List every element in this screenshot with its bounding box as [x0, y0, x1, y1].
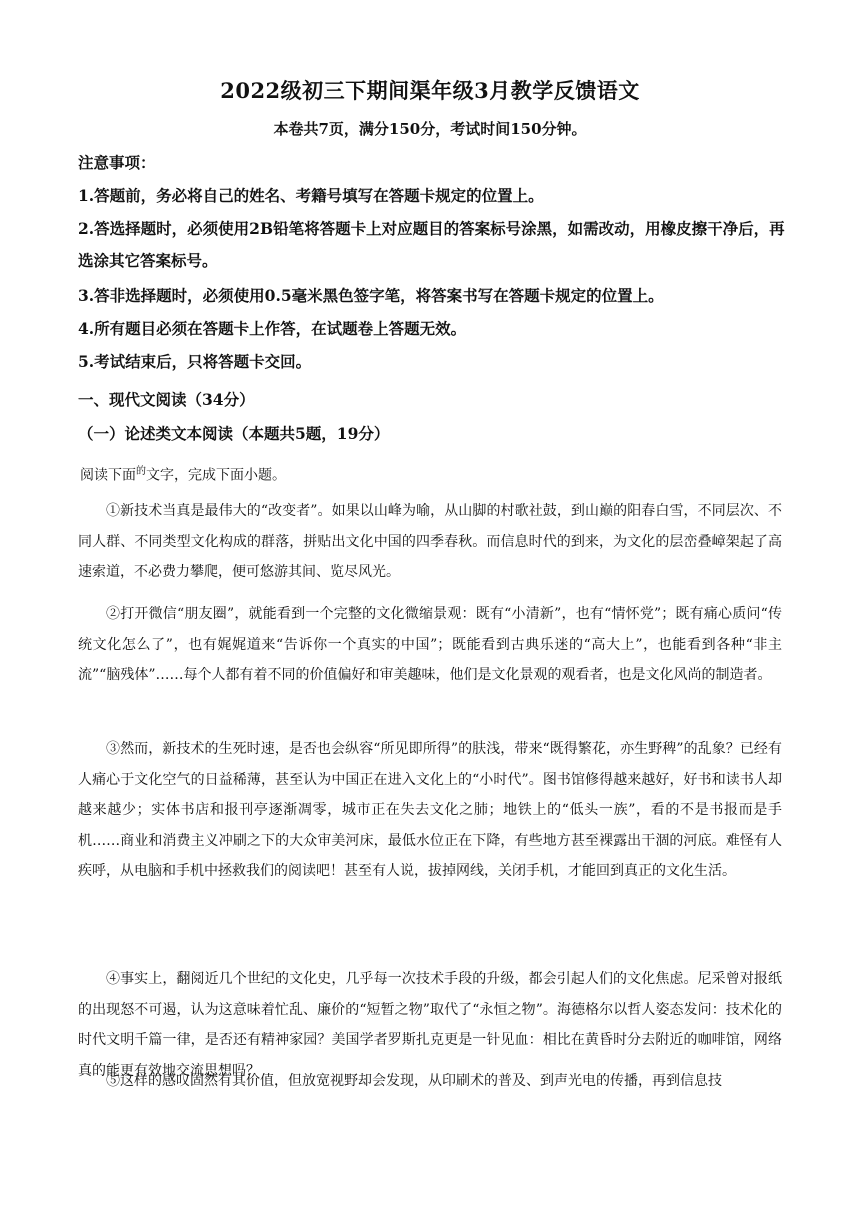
instruction-text-before: 阅读下面 [80, 467, 136, 484]
instruction-text-after: 文字，完成下面小题。 [146, 467, 286, 484]
note-item-3: 3.答非选择题时，必须使用0.5毫米黑色签字笔，将答案书写在答题卡规定的位置上。 [78, 286, 664, 305]
exam-subtitle: 本卷共7页，满分150分，考试时间150分钟。 [273, 120, 587, 138]
paragraph-1: ①新技术当真是最伟大的“改变者”。如果以山峰为喻，从山脚的村歌社鼓，到山巅的阳春白雪，不同层次、不同人群、不同类型文化构成的群落，拼贴出文化中国的四季春秋。而信息时代的到来，为文化的层峦叠嶂架起了高速索道，不必费力攀爬，便可悠游其间、览尽风光。 [78, 503, 782, 580]
section-heading: 一、现代文阅读（34分） [78, 390, 255, 409]
paragraph-4: ④事实上，翻阅近几个世纪的文化史，几乎每一次技术手段的升级，都会引起人们的文化焦虑。尼采曾对报纸的出现怒不可遏，认为这意味着忙乱、廉价的“短暂之物”取代了“永恒之物”。海德格尔以哲人姿态发问：技术化的时代文明千篇一律，是否还有精神家园？美国学者罗斯扎克更是一针见血：相比在黄昏时分去附近的咖啡馆，网络真的能更有效地交流思想吗？ [78, 971, 782, 1079]
paragraph-5: ⑤这样的感叹固然有其价值，但放宽视野却会发现，从印刷术的普及、到声光电的传播，再到信息技 [106, 1073, 722, 1089]
note-item-1: 1.答题前，务必将自己的姓名、考籍号填写在答题卡规定的位置上。 [78, 186, 544, 205]
note-item-4: 4.所有题目必须在答题卡上作答，在试题卷上答题无效。 [78, 319, 467, 338]
paragraph-2: ②打开微信“朋友圈”，就能看到一个完整的文化微缩景观：既有“小清新”，也有“情怀党”；既有痛心质问“传统文化怎么了”，也有娓娓道来“告诉你一个真实的中国”；既能看到古典乐迷的“高大上”，也能看到各种“非主流”“脑残体”……每个人都有着不同的价值偏好和审美趣味，他们是文化景观的观看者，也是文化风尚的制造者。 [78, 606, 782, 683]
instruction-superscript: 的 [136, 466, 146, 477]
subsection-heading: （一）论述类文本阅读（本题共5题，19分） [78, 424, 390, 443]
note-item-5: 5.考试结束后，只将答题卡交回。 [78, 352, 312, 371]
exam-title: 2022级初三下期间渠年级3月教学反馈语文 [220, 78, 640, 103]
notes-heading: 注意事项： [78, 153, 156, 172]
paragraph-3: ③然而，新技术的生死时速，是否也会纵容“所见即所得”的肤浅，带来“既得繁花，亦生野稗”的乱象？已经有人痛心于文化空气的日益稀薄，甚至认为中国正在进入文化上的“小时代”。图书馆修得越来越好，好书和读书人却越来越少；实体书店和报刊亭逐渐凋零，城市正在失去文化之肺；地铁上的“低头一族”，看的不是书报而是手机……商业和消费主义冲刷之下的大众审美河床，最低水位正在下降，有些地方甚至裸露出干涸的河底。难怪有人疾呼，从电脑和手机中拯救我们的阅读吧！甚至有人说，拔掉网线，关闭手机，才能回到真正的文化生活。 [78, 741, 782, 879]
reading-instruction [80, 462, 286, 485]
note-item-2: 2.答选择题时，必须使用2B铅笔将答题卡上对应题目的答案标号涂黑，如需改动，用橡皮擦干净后，再选涂其它答案标号。 [78, 219, 785, 270]
